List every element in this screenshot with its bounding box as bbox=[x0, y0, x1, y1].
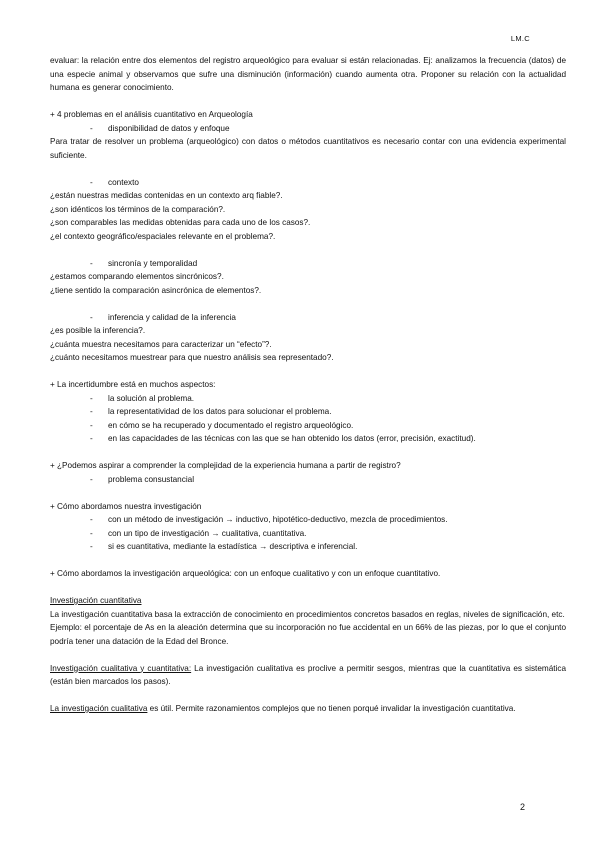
section-text: La investigación cualitativa es proclive a permitir sesgos, mientras que la cuantitativa es sistemática (están bien marcados los pasos). bbox=[50, 663, 566, 686]
question-line: ¿estamos comparando elementos sincrónicos?. bbox=[50, 272, 224, 281]
list-item: - con un tipo de investigación → cualitativa, cuantitativa. bbox=[50, 527, 566, 541]
section-title: Investigación cualitativa y cuantitativa: bbox=[50, 663, 192, 673]
list-item: - si es cuantitativa, mediante la estadística → descriptiva e inferencial. bbox=[50, 540, 566, 554]
section-title: Investigación cuantitativa bbox=[50, 596, 142, 605]
question-line: ¿tiene sentido la comparación asincrónica de elementos?. bbox=[50, 285, 262, 295]
qualitative-paragraph bbox=[50, 702, 566, 716]
approach-list bbox=[50, 513, 566, 554]
question-line: ¿son idénticos los términos de la comparación?. bbox=[50, 204, 226, 214]
quantitative-text: La investigación cuantitativa basa la extracción de conocimiento en procedimientos concretos basados en reglas, niveles de significación, etc. bbox=[50, 609, 565, 619]
list-item: - en cómo se ha recuperado y documentado el registro arqueológico. bbox=[50, 419, 566, 433]
quantitative-example: Ejemplo: el porcentaje de As en la aleación determina que su incorporación no fue accidental en un 66% de las piezas, por lo que el conjunto podría tener una datación de la Edad del Bronce. bbox=[50, 623, 566, 646]
question-line: ¿están nuestras medidas contenidas en un contexto arq fiable?. bbox=[50, 191, 283, 200]
problems-sub1-text: Para tratar de resolver un problema (arqueológico) con datos o métodos cuantitativos es necesario contar con una evidencia experimental suficiente. bbox=[50, 137, 566, 160]
list-item: - la solución al problema. bbox=[50, 392, 566, 406]
problems-sub4-list bbox=[50, 311, 566, 325]
question-line: ¿es posible la inferencia?. bbox=[50, 326, 146, 335]
list-item: - con un método de investigación → inductivo, hipotético-deductivo, mezcla de procedimientos. bbox=[50, 513, 566, 527]
quantitative-title bbox=[50, 594, 566, 608]
question-line: ¿cuánto necesitamos muestrear para que nuestro análisis sea representado?. bbox=[50, 353, 334, 362]
complexity-heading: + ¿Podemos aspirar a comprender la complejidad de la experiencia humana a partir de registro? bbox=[50, 461, 401, 470]
problems-heading: + 4 problemas en el análisis cuantitativo en Arqueología bbox=[50, 110, 253, 119]
header-initials: LM.C bbox=[510, 34, 530, 43]
problems-sub3-list bbox=[50, 257, 566, 271]
intro-paragraph: evaluar: la relación entre dos elementos del registro arqueológico para evaluar si están relacionadas. Ej: analizamos la frecuencia (datos) de una especie animal y observamos que sufre una disminución (información) cuando aumenta otra. Proponer su relación con la actualidad humana es generar conocimiento. bbox=[50, 56, 566, 92]
page-number: 2 bbox=[520, 802, 526, 812]
qual-quant-paragraph bbox=[50, 662, 566, 689]
section-title: La investigación cualitativa bbox=[50, 704, 148, 713]
question-line: ¿cuánta muestra necesitamos para caracterizar un “efecto”?. bbox=[50, 339, 272, 349]
arch-approach-line: + Cómo abordamos la investigación arqueológica: con un enfoque cualitativo y con un enfoque cuantitativo. bbox=[50, 569, 441, 578]
list-item: - la representatividad de los datos para solucionar el problema. bbox=[50, 405, 566, 419]
question-line: ¿el contexto geográfico/espaciales relevante en el problema?. bbox=[50, 231, 276, 241]
problems-sub1-list bbox=[50, 122, 566, 136]
list-item: - en las capacidades de las técnicas con las que se han obtenido los datos (error, precisión, exactitud). bbox=[50, 432, 566, 446]
document-body bbox=[50, 54, 566, 716]
complexity-list bbox=[50, 473, 566, 487]
question-line: ¿son comparables las medidas obtenidas para cada uno de los casos?. bbox=[50, 218, 311, 227]
uncertainty-heading: + La incertidumbre está en muchos aspectos: bbox=[50, 380, 216, 389]
section-text: es útil. Permite razonamientos complejos que no tienen porqué invalidar la investigación cuantitativa. bbox=[147, 704, 516, 713]
uncertainty-list bbox=[50, 392, 566, 446]
problems-sub4: - inferencia y calidad de la inferencia bbox=[50, 311, 566, 325]
problems-sub2-list bbox=[50, 176, 566, 190]
approach-heading: + Cómo abordamos nuestra investigación bbox=[50, 501, 202, 511]
problems-sub3: - sincronía y temporalidad bbox=[50, 257, 566, 271]
problems-sub1: - disponibilidad de datos y enfoque bbox=[50, 122, 566, 136]
list-item: - problema consustancial bbox=[50, 473, 566, 487]
problems-sub2: - contexto bbox=[50, 176, 566, 190]
